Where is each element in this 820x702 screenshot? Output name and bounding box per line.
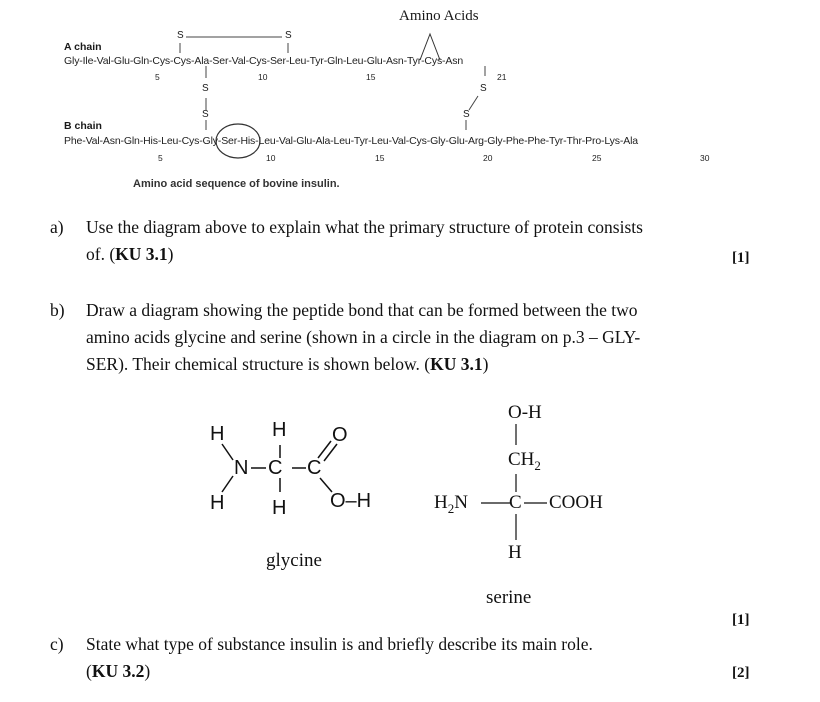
serine-hydroxyl: O-H	[508, 402, 542, 423]
question-a-letter: a)	[50, 217, 64, 237]
serine-cooh: COOH	[549, 492, 603, 513]
question-c-mark: [2]	[732, 665, 750, 681]
question-c-letter: c)	[50, 634, 64, 654]
glycine-hydroxyl: O–H	[330, 490, 372, 512]
question-a-end: )	[167, 244, 174, 264]
glycine-atom-c: C	[268, 457, 283, 479]
question-a-line1: Use the diagram above to explain what the primary structure of protein consists	[86, 217, 643, 237]
question-c-end: )	[144, 661, 151, 681]
sequence-number: 15	[366, 72, 376, 82]
sequence-number: 25	[592, 153, 602, 163]
question-b-end: )	[482, 354, 489, 374]
question-b-line1: Draw a diagram showing the peptide bond that can be formed between the two	[86, 300, 638, 320]
question-c-line2	[86, 658, 150, 685]
b-chain-sequence: Phe-Val-Asn-Gln-His-Leu-Cys-Gly-Ser-His-Leu-Val-Glu-Ala-Leu-Tyr-Leu-Val-Cys-Gly-Glu-Arg-Gly-Phe-Phe-Tyr-Thr-Pro-Lys-Ala	[64, 135, 638, 147]
serine-h: H	[508, 542, 522, 563]
a-chain-label: A chain	[64, 41, 102, 53]
glycine-atom-h: H	[210, 423, 225, 445]
glycine-atom-h: H	[272, 497, 287, 519]
serine-h2n: $H_2N$	[434, 492, 468, 516]
question-b-letter: b)	[50, 300, 65, 320]
disulfide-s: S	[177, 30, 184, 41]
sequence-number: 5	[158, 153, 163, 163]
question-b-line2: amino acids glycine and serine (shown in a circle in the diagram on p.3 – GLY-	[86, 327, 641, 347]
glycine-atom-h: H	[272, 419, 287, 441]
disulfide-s: S	[285, 30, 292, 41]
serine-alpha-carbon: C	[509, 492, 522, 513]
question-c-line1: State what type of substance insulin is and briefly describe its main role.	[86, 634, 593, 654]
glycine-atom-o: O	[332, 424, 348, 446]
question-b-mark: [1]	[732, 612, 750, 628]
b-chain-label: B chain	[64, 120, 102, 132]
glycine-atom-c: C	[307, 457, 322, 479]
a-chain-sequence: Gly-Ile-Val-Glu-Gln-Cys-Cys-Ala-Ser-Val-Cys-Ser-Leu-Tyr-Gln-Leu-Glu-Asn-Tyr-Cys-Asn	[64, 55, 464, 67]
question-b-ref: KU 3.1	[430, 354, 483, 374]
glycine-atom-h: H	[210, 492, 225, 514]
sequence-number: 15	[375, 153, 385, 163]
disulfide-s: S	[480, 83, 487, 94]
sequence-number: 21	[497, 72, 507, 82]
serine-ch2: $CH_2$	[508, 449, 541, 473]
question-a-mark: [1]	[732, 250, 750, 266]
disulfide-s: S	[202, 83, 209, 94]
sequence-number: 30	[700, 153, 710, 163]
sequence-number: 10	[266, 153, 276, 163]
question-b-text: SER). Their chemical structure is shown below. (	[86, 354, 431, 374]
amino-acids-label: Amino Acids	[399, 8, 479, 24]
question-a-ref: KU 3.1	[115, 244, 168, 264]
sequence-number: 5	[155, 72, 160, 82]
diagram-caption: Amino acid sequence of bovine insulin.	[133, 178, 340, 190]
disulfide-s: S	[463, 109, 470, 120]
disulfide-s: S	[202, 109, 209, 120]
glycine-atom-n: N	[234, 457, 249, 479]
question-a-text: of. (	[86, 244, 116, 264]
glycine-label: glycine	[266, 550, 322, 571]
question-c-ref: KU 3.2	[91, 661, 145, 681]
serine-label: serine	[486, 587, 532, 608]
sequence-number: 10	[258, 72, 268, 82]
question-c-text: (	[86, 661, 92, 681]
sequence-number: 20	[483, 153, 493, 163]
